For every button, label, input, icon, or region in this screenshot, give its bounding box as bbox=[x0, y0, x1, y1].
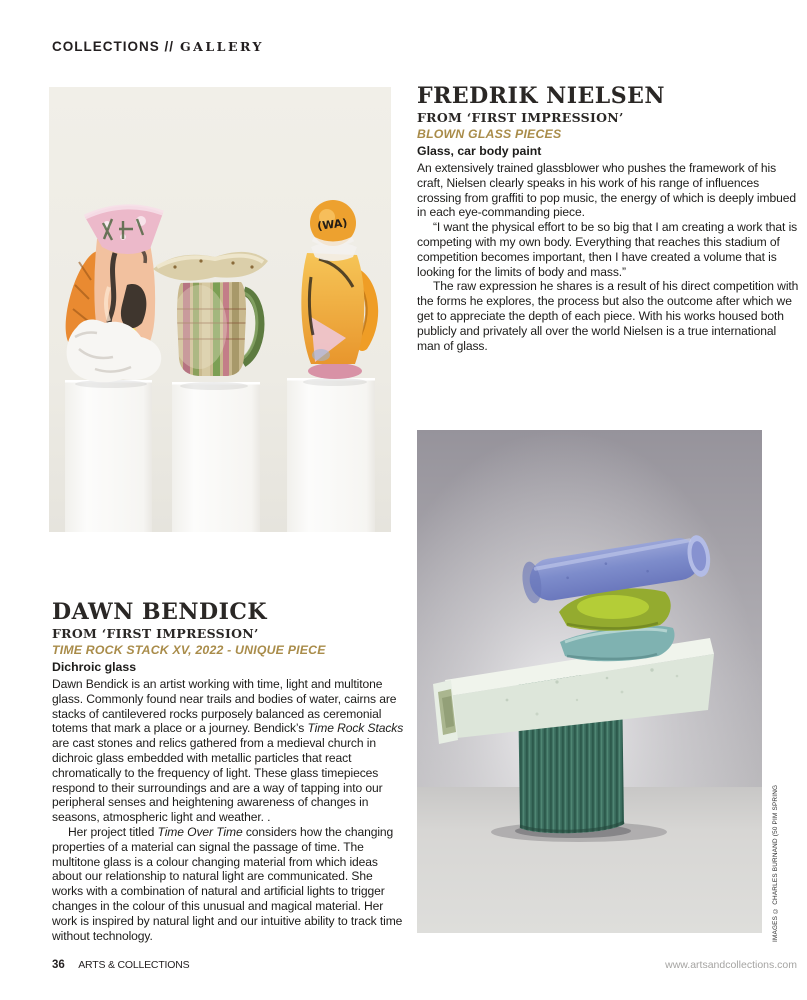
nielsen-paragraph-2: “I want the physical effort to be so big that I am creating a work that is competing with my own body. Everything that reaches this stadium of competition becomes important, then I have created a volume that is looking for the limits of body and mass.” bbox=[417, 220, 798, 279]
nielsen-artwork-photo bbox=[49, 87, 391, 532]
white-plinths bbox=[65, 378, 375, 532]
bendick-paragraph-1 bbox=[52, 677, 404, 825]
paragraph-text: Her project titled bbox=[68, 824, 158, 839]
paragraph-text: are cast stones and relics gathered from a medieval church in dichroic glass embedded with metallic particles that react chromatically to the frequency of light. These glass timepieces respond to their surroundings and are a way of tapping into our peripheral senses and heightening awareness of changes in seasons, atmospheric light and weather. . bbox=[52, 736, 383, 825]
exhibition-line-nielsen: FROM ‘FIRST IMPRESSION’ bbox=[417, 110, 624, 125]
gallery-photo-illustration bbox=[49, 87, 391, 532]
nielsen-paragraph-1: An extensively trained glassblower who pushes the framework of his craft, Nielsen clearly speaks in his work of his range of influences crossing from graffiti to pop music, the energy of which is deeply imbued in each eye-commanding piece. bbox=[417, 161, 796, 220]
footer-left bbox=[52, 955, 189, 973]
bendick-artwork-photo bbox=[417, 430, 762, 933]
subsection-label: GALLERY bbox=[180, 39, 264, 54]
image-credit: IMAGES © CHARLES BURNAND (50 PIM SPRING bbox=[772, 784, 779, 942]
article-nielsen bbox=[417, 84, 799, 353]
exhibition-line-bendick: FROM ‘FIRST IMPRESSION’ bbox=[52, 626, 259, 641]
artist-name-nielsen: FREDRIK NIELSEN bbox=[417, 83, 666, 109]
page-number: 36 bbox=[52, 959, 65, 971]
page-footer bbox=[52, 955, 797, 973]
paragraph-text: considers how the changing properties of a material can signal the passage of time. The multitone glass is a colour changing material from which ideas about our relationship to natural light are communicated. She works with a combination of natural and artificial lights to trigger changes in the colour of this unusual and magical material. Her work is inspired by natural light and our intuitive ability to track time without technology. bbox=[52, 824, 403, 943]
magazine-name: ARTS & COLLECTIONS bbox=[78, 959, 190, 971]
work-title-italic: Time Over Time bbox=[157, 824, 243, 839]
stack-photo-illustration bbox=[417, 430, 762, 933]
piece-title-nielsen: BLOWN GLASS PIECES bbox=[417, 127, 562, 141]
artist-name-bendick: DAWN BENDICK bbox=[52, 599, 267, 625]
article-bendick bbox=[52, 600, 404, 943]
work-title-italic: Time Rock Stacks bbox=[307, 721, 404, 736]
materials-nielsen: Glass, car body paint bbox=[417, 144, 542, 158]
section-label: COLLECTIONS // bbox=[52, 39, 174, 54]
nielsen-paragraph-3: The raw expression he shares is a result of his direct competition with the forms he explores, the process but also the outcome after which we get to appreciate the depth of each piece. With his works housed both publicly and privately all over the world Nielsen is a true international man of glass. bbox=[417, 279, 799, 353]
materials-bendick: Dichroic glass bbox=[52, 660, 137, 674]
wa-graffiti-text: (WA) bbox=[316, 216, 349, 233]
bendick-paragraph-2 bbox=[52, 825, 404, 943]
section-header bbox=[52, 38, 264, 56]
website-url: www.artsandcollections.com bbox=[665, 959, 797, 971]
paragraph-text: Dawn Bendick is an artist working with time, light and multitone glass. Commonly found near trails and bodies of water, cairns are stacks of cantilevered rocks purposely balanced as ceremonial totems that mark a place or a journey. Bendick’s bbox=[52, 677, 397, 736]
piece-title-bendick: TIME ROCK STACK XV, 2022 - UNIQUE PIECE bbox=[52, 643, 326, 657]
